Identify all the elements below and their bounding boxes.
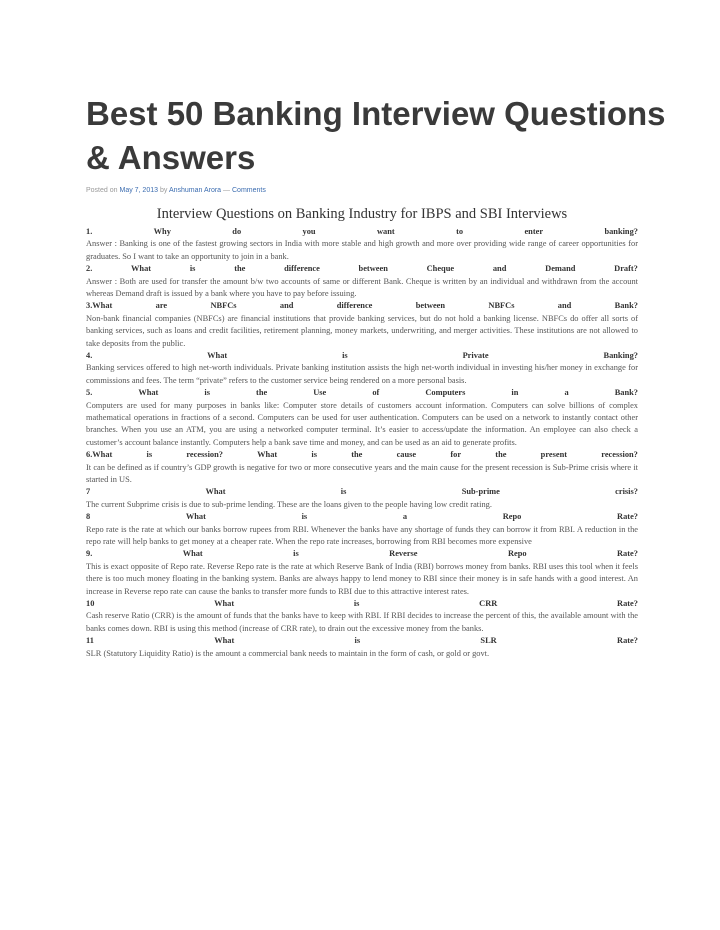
- question-word: What: [205, 487, 226, 497]
- question-word: Sub-prime: [461, 487, 500, 497]
- question-word: What: [257, 450, 278, 460]
- question-word: Rate?: [617, 599, 638, 609]
- question-word: in: [511, 388, 519, 398]
- post-date-link[interactable]: May 7, 2013: [119, 187, 159, 194]
- question-word: 11: [86, 636, 94, 646]
- question-heading: [86, 635, 638, 647]
- question-word: and: [557, 301, 572, 311]
- question-word: NBFCs: [210, 301, 237, 311]
- question-word: the: [351, 450, 363, 460]
- question-word: Cheque: [426, 264, 455, 274]
- answer-text: SLR (Statutory Liquidity Ratio) is the amount a commercial bank needs to maintain in the form of cash, or gold or govt.: [86, 648, 490, 658]
- question-heading: [86, 598, 638, 610]
- answer-text: Answer : Banking is one of the fastest growing sectors in India with more stable and high growth and more over providing wide range of career opportunities for graduates. So I want to take an opportunity to join in a bank.: [86, 239, 638, 261]
- question-word: What: [207, 351, 228, 361]
- question-word: is: [311, 450, 317, 460]
- answer-text: Answer : Both are used for transfer the amount b/w two accounts of same or different Bank. Cheque is written by an individual and withdrawn from the account whereas Demand draft is issued by a bank where you have to pay before issuing.: [86, 276, 638, 298]
- question-word: What: [185, 512, 206, 522]
- question-heading: [86, 226, 638, 238]
- question-heading: [86, 350, 638, 362]
- question-word: What: [138, 388, 159, 398]
- question-word: Repo: [507, 549, 527, 559]
- question-word: Bank?: [614, 388, 638, 398]
- question-word: is: [146, 450, 153, 460]
- answer-text: Banking services offered to high net-worth individuals. Private banking institution assists the high net-worth individual in investing his/her money in exchange for commissions and fees. The term “private” refers to the customer service being rendered on a more personal basis.: [86, 363, 638, 385]
- question-word: 5.: [86, 388, 93, 398]
- question-word: is: [293, 549, 299, 559]
- section-subtitle: Interview Questions on Banking Industry for IBPS and SBI Interviews: [156, 206, 568, 222]
- question-word: 1.: [86, 227, 93, 236]
- question-word: is: [189, 264, 196, 274]
- question-word: crisis?: [615, 487, 638, 497]
- question-word: between: [358, 264, 388, 274]
- question-heading: [86, 300, 638, 312]
- question-word: difference: [284, 264, 320, 274]
- question-word: between: [415, 301, 446, 311]
- question-word: to: [456, 227, 464, 236]
- answer-text: Computers are used for many purposes in banks like: Computer store details of customers account information. Computers can solve billions of complex mathematical operations in fractions of a second. Computers can be used for user authentication. Computers can be used on a network to instantly contact other branches. When you use an ATM, you are using a networked computer terminal. It’s easier to access/update the information. An employee can also check a customer’s account balance instantly. Computers help a bank save time and money, and can be used as an aid to generate profits.: [86, 400, 638, 447]
- question-word: What: [131, 264, 152, 274]
- question-word: SLR: [480, 636, 497, 646]
- question-word: is: [353, 599, 360, 609]
- question-heading: [86, 449, 638, 461]
- question-word: Private: [462, 351, 489, 361]
- answer-text: Cash reserve Ratio (CRR) is the amount of funds that the banks have to keep with RBI. If RBI decides to increase the percent of this, the available amount with the banks comes down. RBI is using this method (increase of CRR rate), to drain out the excessive money from the banks.: [86, 611, 638, 633]
- answer-text: This is exact opposite of Repo rate. Reverse Repo rate is the rate at which Reserve Bank of India (RBI) borrows money from banks. RBI uses this tool when it feels there is too much money floating in the banking system. Banks are always happy to lend money to RBI since their money is in safe hands with a good interest. An increase in Reverse repo rate can cause the banks to transfer more funds to RBI due to this attractive interest rates.: [86, 561, 638, 596]
- question-word: is: [301, 512, 308, 522]
- question-word: is: [354, 636, 361, 646]
- question-word: 8: [86, 512, 91, 522]
- question-word: recession?: [601, 450, 638, 460]
- question-word: want: [376, 227, 395, 236]
- meta-separator: —: [223, 187, 231, 194]
- question-word: the: [256, 388, 268, 398]
- question-word: 6.What: [86, 450, 113, 460]
- question-word: Draft?: [614, 264, 638, 274]
- answer-text: Non-bank financial companies (NBFCs) are financial institutions that provide banking services, but do not hold a banking license. NBFCs do offer all sorts of banking services, such as loans and credit facilities, retirement planning, money markets, underwriting, and merger activities. These institutions are not allowed to take deposits from the public.: [86, 313, 638, 348]
- question-word: present: [540, 450, 568, 460]
- question-word: do: [232, 227, 242, 236]
- question-word: 7: [86, 487, 91, 497]
- question-word: Demand: [545, 264, 576, 274]
- posted-on-label: Posted on: [86, 187, 118, 194]
- page-title: Best 50 Banking Interview Questions & Answers: [86, 95, 666, 176]
- answer-text: It can be defined as if country’s GDP growth is negative for two or more consecutive years and the main cause for the present recession is Sub-Prime crisis where it started in US.: [86, 462, 638, 485]
- question-word: Why: [153, 227, 171, 236]
- question-word: Computers: [425, 388, 466, 398]
- question-word: for: [450, 450, 462, 460]
- question-word: enter: [524, 227, 544, 236]
- question-word: CRR: [479, 599, 498, 609]
- question-word: Rate?: [617, 636, 638, 646]
- qa-list: [86, 226, 638, 660]
- question-word: is: [204, 388, 210, 398]
- question-word: a: [564, 388, 569, 398]
- question-word: of: [372, 388, 380, 398]
- question-word: is: [342, 351, 348, 361]
- answer-text: The current Subprime crisis is due to sub-prime lending. These are the loans given to the people having low credit rating.: [86, 499, 492, 509]
- question-word: Repo: [502, 512, 522, 522]
- question-word: difference: [336, 301, 373, 311]
- question-word: you: [302, 227, 316, 236]
- question-word: 9.: [86, 549, 93, 559]
- question-word: Use: [313, 388, 327, 398]
- question-word: 2.: [86, 264, 93, 274]
- question-word: and: [279, 301, 294, 311]
- question-word: What: [214, 599, 235, 609]
- answer-text: Repo rate is the rate at which our banks borrow rupees from RBI. Whenever the banks have any shortage of funds they can borrow it from RBI. A reduction in the repo rate will help banks to get money at a cheaper rate. When the repo rate increases, borrowing from RBI becomes more expensive: [86, 524, 638, 547]
- post-meta: [86, 187, 266, 194]
- question-word: 10: [86, 599, 95, 609]
- question-heading: [86, 486, 638, 498]
- question-word: the: [495, 450, 507, 460]
- question-heading: [86, 387, 638, 399]
- question-word: banking?: [604, 227, 638, 236]
- question-word: are: [155, 301, 168, 311]
- question-heading: [86, 263, 638, 275]
- question-word: Rate?: [617, 549, 638, 559]
- question-heading: [86, 511, 638, 523]
- question-word: is: [340, 487, 347, 497]
- comments-link[interactable]: Comments: [232, 187, 266, 194]
- question-word: Banking?: [603, 351, 638, 361]
- question-word: cause: [396, 450, 417, 460]
- question-heading: [86, 548, 638, 560]
- question-word: Bank?: [614, 301, 638, 311]
- question-word: 4.: [86, 351, 93, 361]
- question-word: Reverse: [389, 549, 418, 559]
- question-word: and: [492, 264, 507, 274]
- question-word: the: [234, 264, 246, 274]
- question-word: NBFCs: [488, 301, 515, 311]
- question-word: a: [402, 512, 408, 522]
- question-word: What: [182, 549, 203, 559]
- question-word: What: [214, 636, 235, 646]
- question-word: 3.What: [86, 301, 113, 311]
- question-word: Rate?: [617, 512, 638, 522]
- question-word: recession?: [186, 450, 223, 460]
- author-link[interactable]: Anshuman Arora: [168, 187, 222, 194]
- by-label: by: [159, 187, 168, 194]
